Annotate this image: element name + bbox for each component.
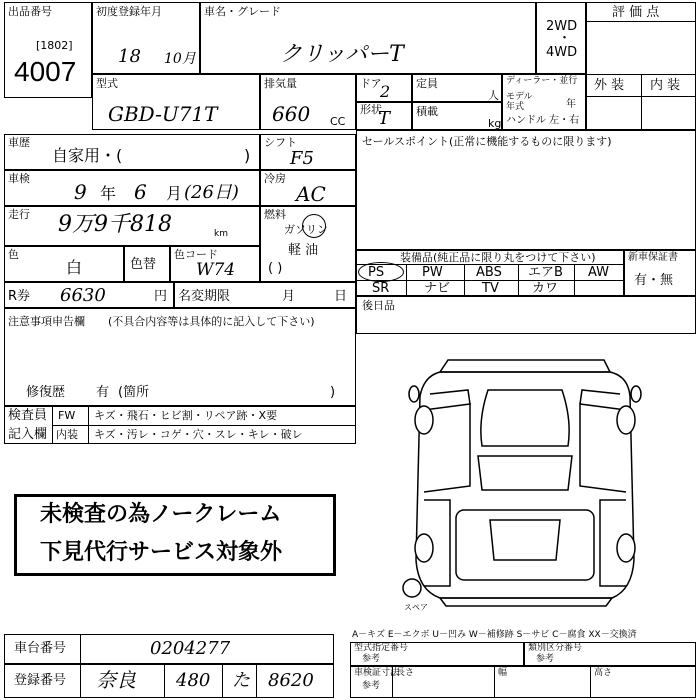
cooler-label: 冷房	[264, 172, 286, 185]
load-label: 積載	[416, 105, 438, 118]
recycle-label: R券	[8, 289, 31, 304]
plate-number: 8620	[268, 670, 314, 691]
fuel-paren: ( )	[268, 261, 283, 276]
repair-place: (箇所	[118, 385, 150, 400]
dims-ref: 参考	[362, 681, 381, 691]
plate-class: 480	[176, 670, 211, 691]
model-label: 型式	[96, 77, 118, 90]
drive-2wd: 2WD	[546, 19, 578, 34]
mirror-left	[409, 386, 419, 402]
dims-length-label: 長さ	[396, 668, 415, 678]
equip-aw: AW	[588, 265, 610, 280]
history-close: )	[244, 146, 251, 165]
inspector-fw-label: FW	[58, 409, 76, 422]
car-name-label: 車名・グレード	[204, 5, 281, 18]
plate-region: 奈良	[96, 668, 136, 692]
lot-code: [1802]	[36, 39, 73, 52]
color-code-label: 色コード	[174, 248, 218, 261]
dealer-label: ディーラー・並行	[506, 76, 578, 86]
car-name-value: クリッパーT	[280, 42, 404, 67]
doors-label: ドア	[360, 77, 382, 90]
exterior-label: 外 装	[594, 78, 625, 93]
displacement-unit: CC	[330, 115, 346, 128]
mirror-right	[631, 386, 641, 402]
equip-leather: カワ	[532, 281, 559, 296]
dims-width-label: 幅	[498, 668, 508, 678]
color-label: 色	[8, 248, 19, 261]
class-number-label: 類別区分番号	[528, 643, 583, 653]
spare-label: スペア	[404, 603, 428, 612]
recycle-unit: 円	[154, 289, 168, 304]
dims-label: 車検証寸法	[354, 668, 400, 678]
handle-label: ハンドル 左・右	[506, 115, 580, 126]
warranty-label: 新車保証書	[628, 252, 678, 263]
drive-4wd: 4WD	[546, 45, 578, 60]
notice-line-1: 未検査の為ノークレーム	[40, 502, 282, 527]
inspector-label-1: 検査員	[8, 408, 48, 423]
model-year-label: モデル年式	[506, 92, 533, 112]
name-change-day: 日	[334, 289, 348, 304]
inspection-label: 車検	[8, 172, 30, 185]
equip-abs: ABS	[476, 265, 502, 280]
notice-line-2: 下見代行サービス対象外	[40, 540, 283, 565]
equipment-label: 装備品(純正品に限り丸をつけて下さい)	[400, 251, 596, 264]
capacity-unit: 人	[488, 89, 499, 102]
car-cab-outline	[481, 390, 569, 446]
shift-label: シフト	[264, 136, 297, 149]
warranty-value: 有・無	[634, 273, 674, 288]
repair-label: 修復歴	[26, 385, 66, 400]
plate-kana: た	[232, 670, 250, 691]
mileage-unit: km	[214, 229, 228, 239]
first-reg-label: 初度登録年月	[96, 5, 162, 18]
load-unit: kg	[488, 117, 502, 130]
color-change-label: 色替	[130, 257, 157, 272]
first-reg-year: 18	[118, 46, 141, 67]
cooler-value: AC	[296, 182, 326, 206]
model-value: GBD-U71T	[108, 102, 218, 126]
rating-label: 評 価 点	[612, 5, 660, 20]
equip-airbag: エアB	[528, 265, 563, 280]
plate-label: 登録番号	[14, 673, 67, 688]
doors-value: 2	[380, 82, 391, 101]
wheel-rear-left	[415, 534, 433, 562]
inspector-label-2: 記入欄	[8, 427, 48, 442]
equip-sr: SR	[372, 281, 390, 296]
color-value: 白	[66, 258, 83, 277]
lot-label: 出品番号	[8, 5, 52, 18]
fuel-gasoline: ガソリン	[284, 223, 328, 236]
damage-legend: A－キズ E－エクボ U－凹み W－補修跡 S－サビ C－腐食 XX－交換済	[352, 630, 637, 640]
equip-navi: ナビ	[424, 281, 451, 296]
name-change-month: 月	[282, 289, 296, 304]
wheel-rear-right	[617, 534, 635, 562]
dims-height-label: 高さ	[594, 668, 613, 678]
displacement-label: 排気量	[264, 77, 297, 90]
equip-pw: PW	[422, 265, 443, 280]
inspector-in-text: キズ・汚レ・コゲ・穴・スレ・キレ・破レ	[94, 428, 303, 441]
inspector-fw-text: キズ・飛石・ヒビ割・リペア跡・X要	[94, 409, 278, 422]
mileage-label: 走行	[8, 208, 30, 221]
repair-close: )	[330, 385, 336, 400]
shape-label: 形状	[360, 103, 382, 116]
chassis-label: 車台番号	[14, 641, 67, 656]
history-label: 車歴	[8, 136, 30, 149]
recycle-value: 6630	[60, 285, 106, 306]
inspection-year-unit: 年	[100, 184, 117, 203]
wheel-front-right	[617, 406, 635, 434]
interior-label: 内 装	[650, 78, 681, 93]
repair-value: 有	[96, 385, 110, 400]
car-body-outline	[416, 372, 634, 598]
lot-number: 4007	[14, 56, 77, 87]
fuel-diesel: 軽 油	[288, 243, 319, 258]
sales-point-label: セールスポイント(正常に機能するものに限ります)	[362, 135, 612, 148]
inspection-day: (26日)	[184, 182, 239, 203]
shift-value: F5	[290, 148, 314, 169]
mileage-value: 9万9千818	[58, 212, 172, 237]
class-number-ref: 参考	[536, 654, 555, 664]
inspection-year: 9	[74, 180, 87, 204]
capacity-label: 定員	[416, 77, 438, 90]
first-reg-month: 10月	[164, 51, 196, 67]
fuel-label: 燃料	[264, 208, 286, 221]
wheel-front-left	[415, 406, 433, 434]
name-change-label: 名変期限	[178, 289, 231, 304]
drive-dot: ・	[558, 31, 572, 46]
displacement-value: 660	[272, 102, 311, 126]
inspection-month: 6	[134, 180, 147, 204]
chassis-value: 0204277	[150, 638, 231, 659]
equip-tv: TV	[482, 281, 499, 296]
spec-number-label: 型式指定番号	[354, 643, 409, 653]
year-unit: 年	[566, 99, 576, 110]
equip-ps: PS	[368, 265, 385, 280]
aftermarket-label: 後日品	[362, 299, 395, 312]
spec-number-ref: 参考	[362, 654, 381, 664]
notes-hint: (不具合内容等は具体的に記入して下さい)	[108, 315, 315, 328]
spare-tire-icon	[403, 579, 421, 597]
shape-value: T	[378, 108, 391, 129]
inspection-month-unit: 月	[166, 184, 183, 203]
color-code-value: W74	[196, 260, 236, 280]
history-value: 自家用・(	[52, 146, 123, 165]
notes-label: 注意事項申告欄	[8, 315, 85, 328]
inspector-in-label: 内装	[56, 428, 78, 441]
